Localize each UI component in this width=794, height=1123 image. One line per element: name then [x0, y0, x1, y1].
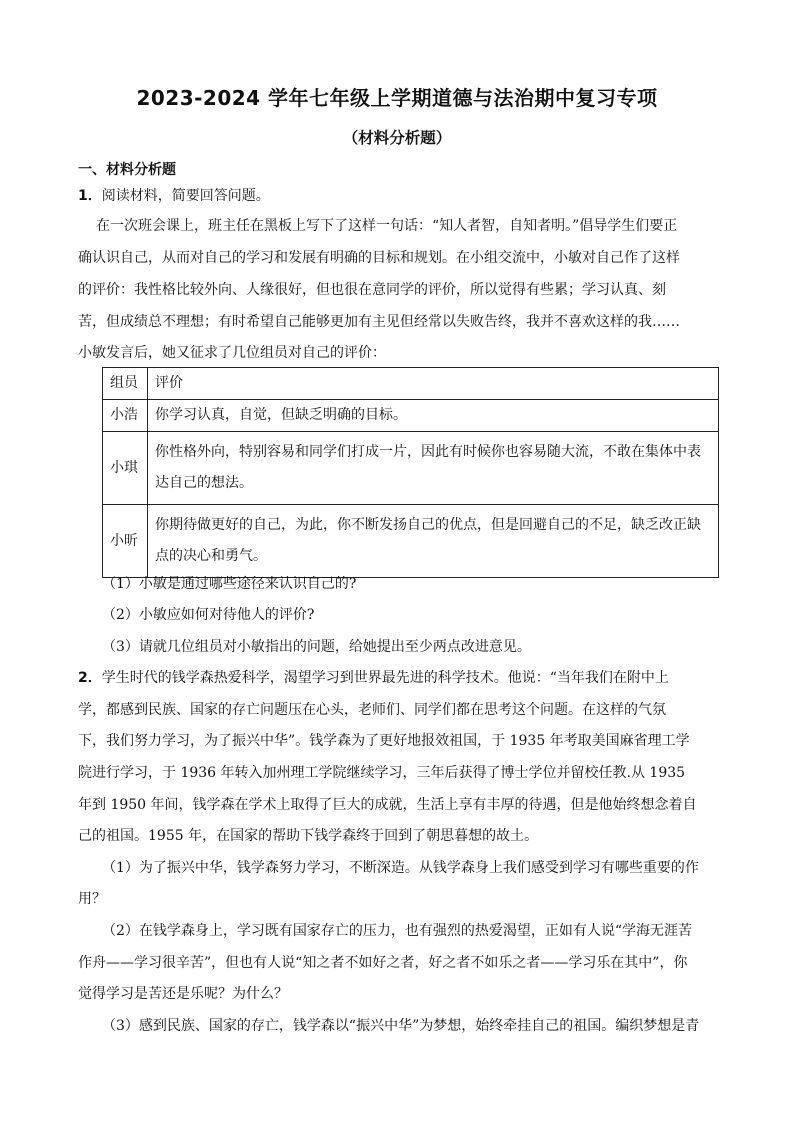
table-row: [103, 505, 719, 578]
document-title: 2023-2024 学年七年级上学期道德与法治期中复习专项: [136, 86, 658, 110]
member-comment: 你期待做更好的自己，为此，你不断发扬自己的优点，但是回避自己的不足，缺乏改正缺点的决心和勇气。: [148, 505, 719, 578]
question-2-header: [78, 668, 723, 688]
member-name: 小昕: [103, 505, 148, 578]
q1-material-line: 苦，但成绩总不理想；有时希望自己能够更加有主见但经常以失败告终，我并不喜欢这样的我……: [78, 314, 680, 330]
q2-subquestion: （2）在钱学森身上，学习既有国家存亡的压力，也有强烈的热爱渴望，正如有人说“学海无涯苦: [102, 923, 693, 939]
question-1-prompt: 阅读材料，简要回答问题。: [101, 188, 270, 204]
q2-subquestion-cont: 觉得学习是苦还是乐呢？为什么？: [78, 986, 288, 1002]
q2-material-line: 学生时代的钱学森热爱科学，渴望学习到世界最先进的科学技术。他说：“当年我们在附中上: [101, 670, 669, 686]
q2-material-line: 院进行学习，于 1936 年转入加州理工学院继续学习，三年后获得了博士学位并留校任教.从 1935: [78, 765, 686, 781]
member-name: 小琪: [103, 432, 148, 505]
question-1-header: [78, 186, 723, 206]
peer-evaluation-table: [102, 367, 719, 578]
q1-material-line: 确认识自己，从而对自己的学习和发展有明确的目标和规划。在小组交流中，小敏对自己作了这样: [78, 250, 680, 266]
q1-subquestion: （2）小敏应如何对待他人的评价?: [102, 607, 315, 623]
table-row: [103, 400, 719, 432]
q2-subquestion-cont: 作舟——学习很辛苦”，但也有人说“知之者不如好之者，好之者不如乐之者——学习乐在其中”，你: [78, 955, 688, 971]
question-2-number: 2．: [78, 670, 102, 686]
q1-material-line: 小敏发言后，她又征求了几位组员对自己的评价：: [78, 345, 386, 361]
q1-subquestion: （1）小敏是通过哪些途径来认识自己的?: [102, 576, 357, 592]
member-name: 小浩: [103, 400, 148, 432]
question-1-number: 1．: [78, 188, 102, 204]
q2-material-line: 下，我们努力学习，为了振兴中华”。钱学森为了更好地报效祖国，于 1935 年考取美国麻省理工学: [78, 733, 690, 749]
table-header-evaluation: 评价: [148, 368, 719, 400]
document-subtitle: （材料分析题）: [342, 129, 452, 147]
q2-material-line: 己的祖国。1955 年，在国家的帮助下钱学森终于回到了朝思暮想的故土。: [78, 828, 539, 844]
table-row: [103, 432, 719, 505]
member-comment: 你性格外向，特别容易和同学们打成一片，因此有时候你也容易随大流，不敢在集体中表达自己的想法。: [148, 432, 719, 505]
table-header-row: [103, 368, 719, 400]
q2-subquestion-cont: 用？: [78, 891, 106, 907]
q2-subquestion: （3）感到民族、国家的存亡，钱学森以“振兴中华”为梦想，始终牵挂自己的祖国。编织梦想是青: [102, 1018, 700, 1034]
q2-subquestion: （1）为了振兴中华，钱学森努力学习，不断深造。从钱学森身上我们感受到学习有哪些重要的作: [102, 860, 699, 876]
q2-material-line: 年到 1950 年间，钱学森在学术上取得了巨大的成就，生活上享有丰厚的待遇，但是他始终想念着自: [78, 797, 697, 813]
section-heading: 一、材料分析题: [78, 162, 176, 178]
q1-subquestion: （3）请就几位组员对小敏指出的问题，给她提出至少两点改进意见。: [102, 639, 531, 655]
member-comment: 你学习认真，自觉，但缺乏明确的目标。: [148, 400, 719, 432]
q1-material-line: 的评价：我性格比较外向、人缘很好，但也很在意同学的评价，所以觉得有些累；学习认真、刻: [78, 282, 666, 298]
table-header-member: 组员: [103, 368, 148, 400]
q1-material-line: 在一次班会课上，班主任在黑板上写下了这样一句话：“知人者智，自知者明。”倡导学生们要正: [96, 218, 678, 234]
q2-material-line: 学，都感到民族、国家的存亡问题压在心头，老师们、同学们都在思考这个问题。在这样的气氛: [78, 702, 666, 718]
